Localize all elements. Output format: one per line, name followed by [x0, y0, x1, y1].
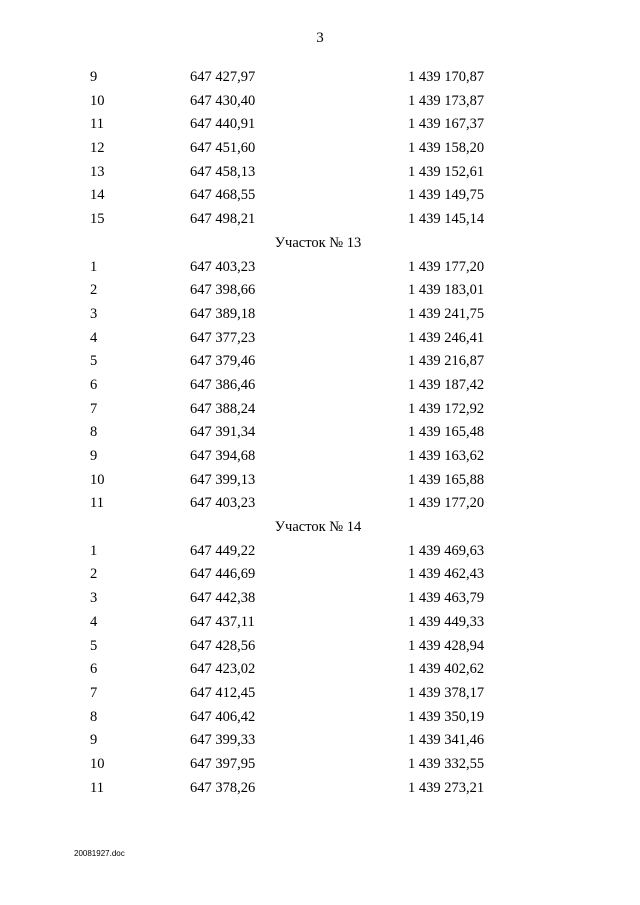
- section-heading: [0, 516, 640, 540]
- y-coordinate: 1 439 170,87: [408, 69, 485, 85]
- point-number: 3: [90, 305, 98, 322]
- point-number: 8: [90, 424, 98, 441]
- x-coordinate: 647 406,42: [190, 708, 256, 725]
- y-coordinate: 1 439 173,87: [408, 92, 485, 109]
- point-number: 15: [90, 211, 105, 228]
- x-coordinate: 647 446,69: [190, 566, 256, 583]
- x-coordinate: 647 427,97: [190, 69, 256, 85]
- x-coordinate: 647 377,23: [190, 329, 256, 346]
- y-coordinate: 1 439 241,75: [408, 305, 485, 322]
- table-row: [0, 90, 640, 114]
- y-coordinate: 1 439 152,61: [408, 163, 485, 180]
- x-coordinate: 647 449,22: [190, 542, 256, 559]
- table-row: [0, 256, 640, 280]
- x-coordinate: 647 389,18: [190, 305, 256, 322]
- y-coordinate: 1 439 469,63: [408, 542, 485, 559]
- table-row: [0, 492, 640, 516]
- x-coordinate: 647 468,55: [190, 187, 256, 204]
- point-number: 3: [90, 590, 98, 607]
- x-coordinate: 647 394,68: [190, 448, 256, 464]
- y-coordinate: 1 439 165,88: [408, 471, 485, 488]
- point-number: 4: [90, 613, 98, 630]
- table-row: [0, 682, 640, 706]
- x-coordinate: 647 440,91: [190, 116, 256, 133]
- point-number: 9: [90, 448, 98, 464]
- y-coordinate: 1 439 378,17: [408, 684, 485, 701]
- x-coordinate: 647 437,11: [190, 613, 255, 630]
- y-coordinate: 1 439 163,62: [408, 448, 485, 464]
- x-coordinate: 647 399,33: [190, 732, 256, 749]
- table-row: [0, 303, 640, 327]
- point-number: 8: [90, 708, 98, 725]
- x-coordinate: 647 442,38: [190, 590, 256, 607]
- y-coordinate: 1 439 177,20: [408, 258, 485, 275]
- y-coordinate: 1 439 216,87: [408, 353, 485, 370]
- table-row: [0, 563, 640, 587]
- table-row: [0, 327, 640, 351]
- y-coordinate: 1 439 273,21: [408, 779, 485, 796]
- y-coordinate: 1 439 428,94: [408, 637, 485, 654]
- table-row: [0, 398, 640, 422]
- y-coordinate: 1 439 187,42: [408, 376, 485, 393]
- x-coordinate: 647 451,60: [190, 140, 256, 157]
- page-number: 3: [316, 30, 324, 46]
- table-row: [0, 66, 640, 90]
- x-coordinate: 647 403,23: [190, 495, 256, 512]
- table-row: [0, 587, 640, 611]
- y-coordinate: 1 439 463,79: [408, 590, 485, 607]
- coordinates-table: [0, 66, 640, 800]
- y-coordinate: 1 439 462,43: [408, 566, 485, 583]
- y-coordinate: 1 439 341,46: [408, 732, 485, 749]
- point-number: 1: [90, 542, 98, 559]
- table-row: [0, 469, 640, 493]
- x-coordinate: 647 430,40: [190, 92, 256, 109]
- x-coordinate: 647 388,24: [190, 400, 256, 417]
- point-number: 5: [90, 637, 98, 654]
- y-coordinate: 1 439 449,33: [408, 613, 485, 630]
- table-row: [0, 611, 640, 635]
- y-coordinate: 1 439 158,20: [408, 140, 485, 157]
- point-number: 7: [90, 400, 98, 417]
- x-coordinate: 647 498,21: [190, 211, 256, 228]
- x-coordinate: 647 403,23: [190, 258, 256, 275]
- y-coordinate: 1 439 246,41: [408, 329, 485, 346]
- x-coordinate: 647 391,34: [190, 424, 256, 441]
- table-row: [0, 113, 640, 137]
- point-number: 11: [90, 116, 104, 133]
- y-coordinate: 1 439 183,01: [408, 282, 485, 299]
- table-row: [0, 777, 640, 801]
- point-number: 14: [90, 187, 105, 204]
- x-coordinate: 647 399,13: [190, 471, 256, 488]
- point-number: 11: [90, 779, 104, 796]
- y-coordinate: 1 439 167,37: [408, 116, 485, 133]
- point-number: 6: [90, 661, 98, 678]
- table-row: [0, 753, 640, 777]
- y-coordinate: 1 439 402,62: [408, 661, 485, 678]
- point-number: 1: [90, 258, 98, 275]
- y-coordinate: 1 439 177,20: [408, 495, 485, 512]
- table-row: [0, 706, 640, 730]
- x-coordinate: 647 378,26: [190, 779, 256, 796]
- table-row: [0, 137, 640, 161]
- table-row: [0, 421, 640, 445]
- x-coordinate: 647 412,45: [190, 684, 256, 701]
- point-number: 7: [90, 684, 98, 701]
- y-coordinate: 1 439 172,92: [408, 400, 485, 417]
- table-row: [0, 184, 640, 208]
- x-coordinate: 647 397,95: [190, 755, 256, 772]
- point-number: 12: [90, 140, 105, 157]
- table-row: [0, 445, 640, 469]
- point-number: 10: [90, 92, 105, 109]
- x-coordinate: 647 423,02: [190, 661, 256, 678]
- point-number: 10: [90, 755, 105, 772]
- section-heading: [0, 232, 640, 256]
- point-number: 9: [90, 69, 98, 85]
- section-title: Участок № 13: [274, 234, 362, 251]
- table-row: [0, 729, 640, 753]
- x-coordinate: 647 458,13: [190, 163, 256, 180]
- table-row: [0, 208, 640, 232]
- table-row: [0, 658, 640, 682]
- point-number: 2: [90, 282, 98, 299]
- y-coordinate: 1 439 350,19: [408, 708, 485, 725]
- x-coordinate: 647 386,46: [190, 376, 256, 393]
- table-row: [0, 374, 640, 398]
- document-filename: 20081927.doc: [74, 849, 125, 858]
- table-row: [0, 161, 640, 185]
- x-coordinate: 647 428,56: [190, 637, 256, 654]
- point-number: 13: [90, 163, 105, 180]
- section-title: Участок № 14: [274, 519, 362, 536]
- table-row: [0, 540, 640, 564]
- x-coordinate: 647 379,46: [190, 353, 256, 370]
- point-number: 9: [90, 732, 98, 749]
- y-coordinate: 1 439 149,75: [408, 187, 485, 204]
- point-number: 4: [90, 329, 98, 346]
- y-coordinate: 1 439 332,55: [408, 755, 485, 772]
- point-number: 11: [90, 495, 104, 512]
- point-number: 6: [90, 376, 98, 393]
- point-number: 10: [90, 471, 105, 488]
- table-row: [0, 635, 640, 659]
- y-coordinate: 1 439 165,48: [408, 424, 485, 441]
- point-number: 2: [90, 566, 98, 583]
- y-coordinate: 1 439 145,14: [408, 211, 485, 228]
- point-number: 5: [90, 353, 98, 370]
- table-row: [0, 279, 640, 303]
- x-coordinate: 647 398,66: [190, 282, 256, 299]
- table-row: [0, 350, 640, 374]
